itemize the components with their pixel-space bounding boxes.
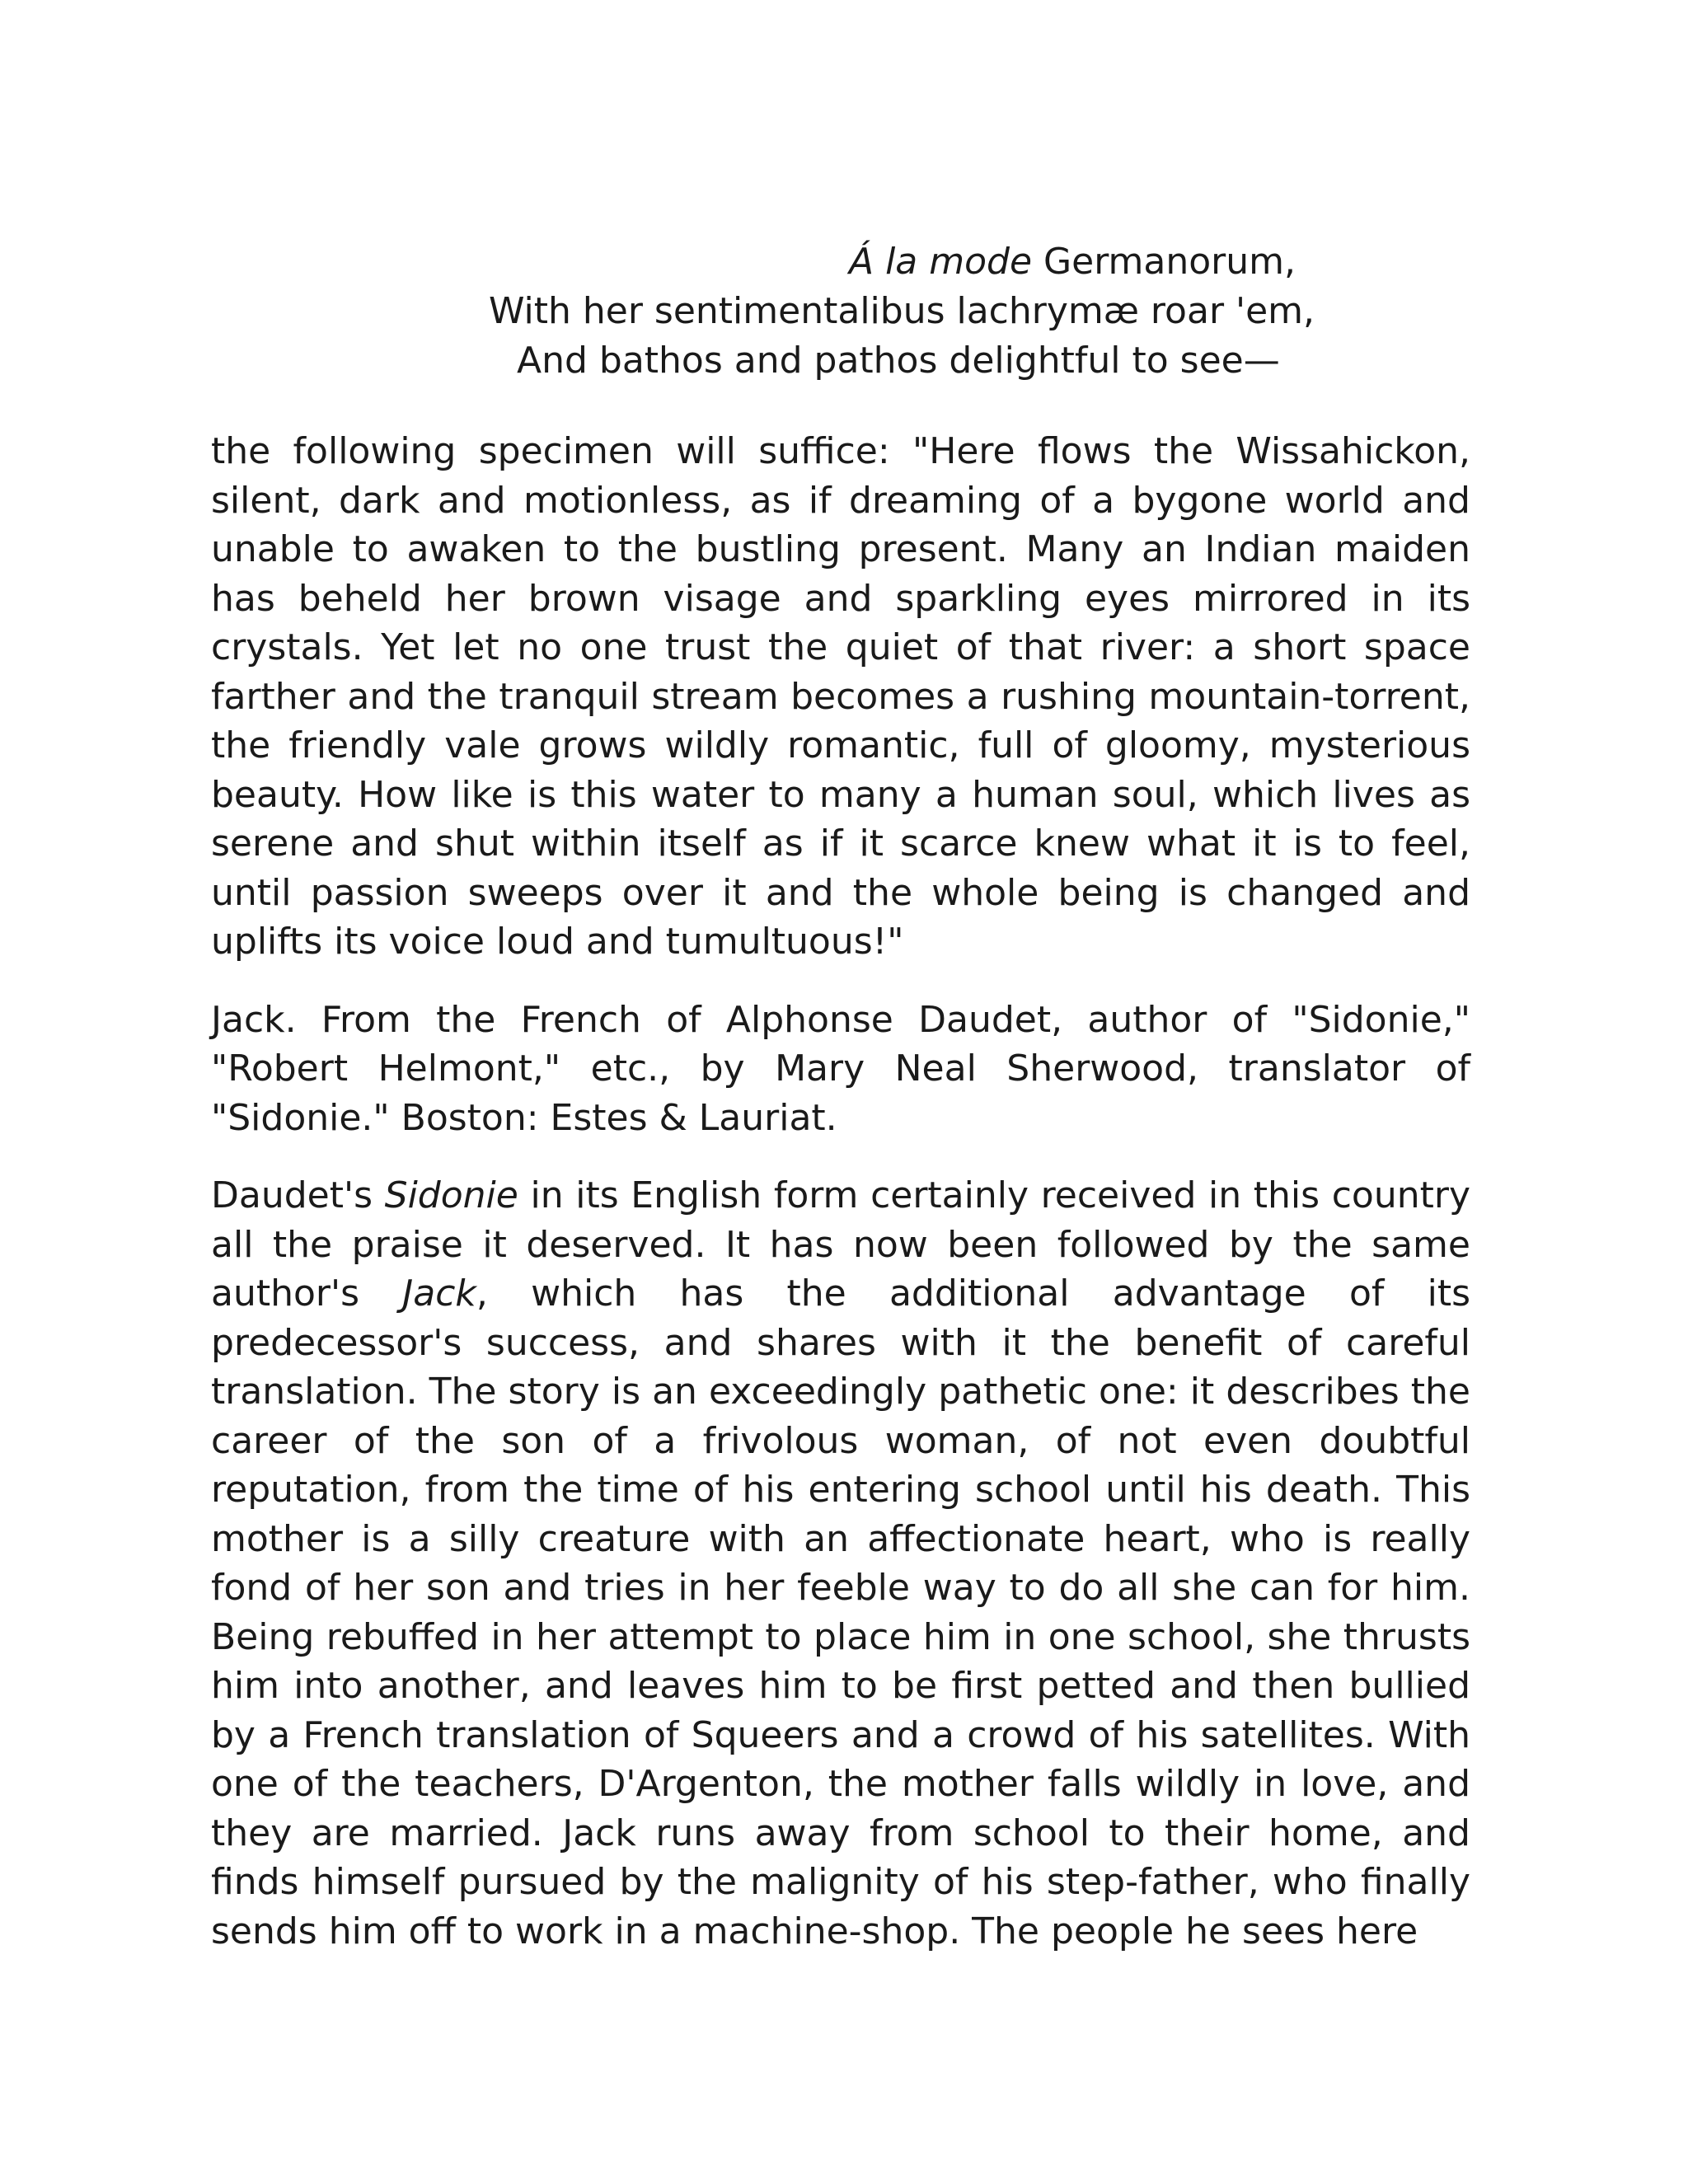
review-title-jack: Jack xyxy=(402,1272,476,1315)
body-text xyxy=(211,427,1470,1985)
verse-line-1-rest: Germanorum, xyxy=(1032,241,1296,283)
verse-line-3: And bathos and pathos delightful to see— xyxy=(517,340,1280,382)
review-text-1: Daudet's xyxy=(211,1174,385,1216)
verse-line-1 xyxy=(462,237,1319,287)
paragraph-review xyxy=(211,1171,1470,1956)
verse-line-1-italic: Á la mode xyxy=(849,241,1033,283)
verse-quotation xyxy=(462,237,1319,386)
paragraph-wissahickon-specimen: the following specimen will suffice: "Here flows the Wissahickon, silent, dark and motionless, as if dreaming of a bygone world and unable to awaken to the bustling present. Many an Indian maiden has beheld her brown visage and sparkling eyes mirrored in its crystals. Yet let no one trust the quiet of that river: a short space farther and the tranquil stream becomes a rushing mountain-torrent, the friendly vale grows wildly romantic, full of gloomy, mysterious beauty. How like is this water to many a human soul, which lives as serene and shut within itself as if it scarce knew what it is to feel, until passion sweeps over it and the whole being is changed and uplifts its voice loud and tumultuous!" xyxy=(211,430,1470,963)
verse-line-2: With her sentimentalibus lachrymæ roar 'em, xyxy=(489,290,1315,332)
paragraph-book-citation: Jack. From the French of Alphonse Daudet, author of "Sidonie," "Robert Helmont," etc., by Mary Neal Sherwood, translator of "Sidonie." Boston: Estes & Lauriat. xyxy=(211,998,1470,1139)
review-text-3: , which has the additional advantage of its predecessor's success, and shares with it the benefit of careful translation. The story is an exceedingly pathetic one: it describes the career of the son of a frivolous woman, of not even doubtful reputation, from the time of his entering school until his death. This mother is a silly creature with an affectionate heart, who is really fond of her son and tries in her feeble way to do all she can for him. Being rebuffed in her attempt to place him in one school, she thrusts him into another, and leaves him to be first petted and then bullied by a French translation of Squeers and a crowd of his satellites. With one of the teachers, D'Argenton, the mother falls wildly in love, and they are married. Jack runs away from school to their home, and finds himself pursued by the malignity of his step-father, who finally sends him off to work in a machine-shop. The people he sees here xyxy=(211,1272,1470,1952)
review-text-2: in its English form certainly received in this country all the praise it deserved. It has now been followed by the same author's xyxy=(211,1174,1470,1315)
review-title-sidonie: Sidonie xyxy=(384,1174,518,1216)
